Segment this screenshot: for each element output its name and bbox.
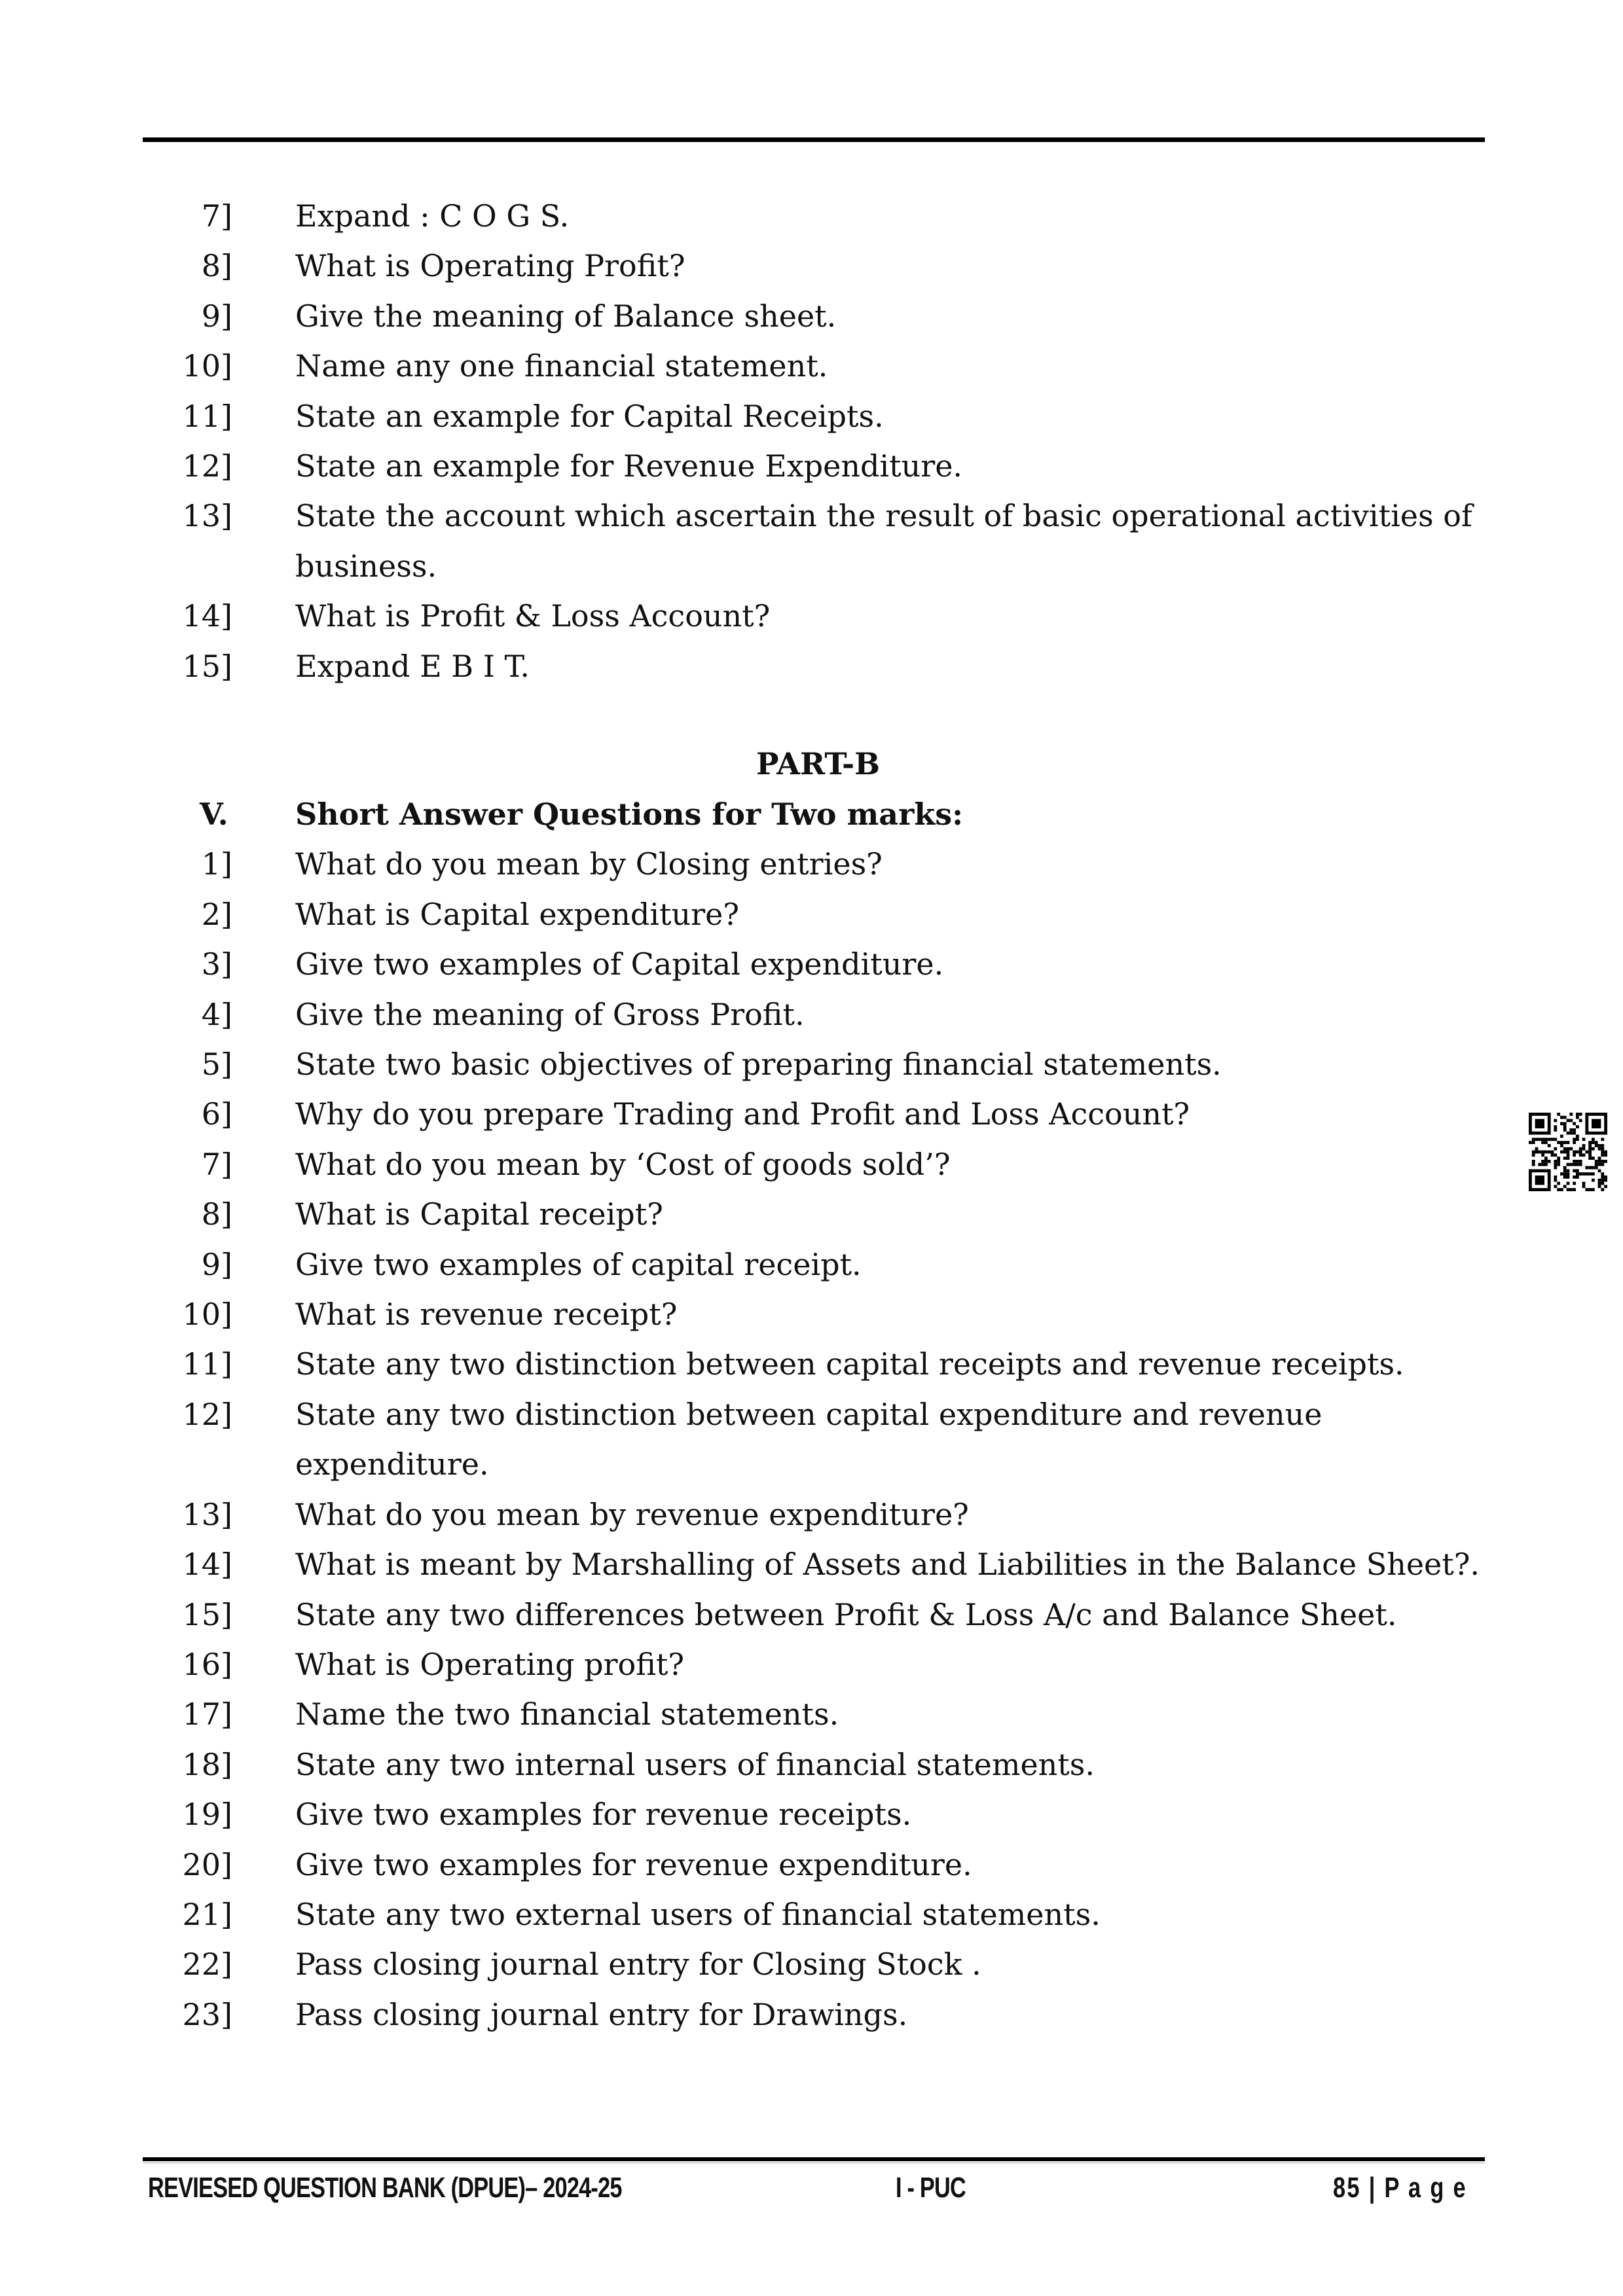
- question-text: What is Profit & Loss Account?: [295, 598, 771, 634]
- question-number: 6]: [201, 1096, 232, 1132]
- question-item: [151, 441, 1493, 491]
- question-number: 14]: [182, 1547, 232, 1583]
- part-a-question-list: [151, 191, 1493, 691]
- question-number: 7]: [201, 198, 232, 234]
- question-text: Why do you prepare Trading and Profit and Loss Account?: [295, 1096, 1190, 1132]
- question-number: 10]: [182, 1297, 232, 1333]
- question-number: 22]: [182, 1946, 232, 1982]
- qr-code-icon: [1529, 1113, 1607, 1191]
- question-number: 21]: [182, 1896, 232, 1932]
- question-item: [151, 1840, 1493, 1890]
- question-item: [151, 1990, 1493, 2039]
- question-text: Give the meaning of Gross Profit.: [295, 996, 805, 1032]
- question-item: [151, 291, 1493, 341]
- section-v: [151, 789, 1493, 2039]
- question-item: [151, 191, 1493, 241]
- question-item: [151, 591, 1493, 641]
- question-text: Give two examples for revenue expenditure.: [295, 1846, 972, 1882]
- question-text: Name the two financial statements.: [295, 1696, 839, 1732]
- question-number: 4]: [201, 996, 232, 1032]
- question-number: 5]: [201, 1047, 232, 1083]
- footer-title: REVIESED QUESTION BANK (DPUE)– 2024-25: [148, 2172, 622, 2204]
- question-number: 2]: [201, 896, 232, 932]
- question-number: 1]: [201, 846, 232, 882]
- question-text: State an example for Revenue Expenditure.: [295, 448, 963, 484]
- question-text: State any two external users of financial statements.: [295, 1896, 1101, 1932]
- question-text: Pass closing journal entry for Closing Stock .: [295, 1946, 981, 1982]
- question-number: 17]: [182, 1696, 232, 1732]
- question-item: [151, 1240, 1493, 1289]
- question-text: Give the meaning of Balance sheet.: [295, 298, 837, 334]
- section-title: Short Answer Questions for Two marks:: [295, 797, 964, 832]
- question-text: What do you mean by Closing entries?: [295, 846, 883, 882]
- question-item: [151, 1089, 1493, 1139]
- question-item: [151, 241, 1493, 291]
- question-item: [151, 1640, 1493, 1689]
- question-text: State any two internal users of financial statements.: [295, 1746, 1095, 1782]
- question-text: Name any one financial statement.: [295, 348, 828, 384]
- question-item: [151, 1390, 1493, 1490]
- question-item: [151, 1890, 1493, 1939]
- question-text: State any two differences between Profit & Loss A/c and Balance Sheet.: [295, 1596, 1397, 1632]
- question-text: State an example for Capital Receipts.: [295, 398, 884, 434]
- question-item: [151, 1789, 1493, 1839]
- question-text: What is Operating Profit?: [295, 248, 685, 284]
- question-number: 11]: [182, 1346, 232, 1382]
- question-item: [151, 341, 1493, 391]
- question-item: [151, 1189, 1493, 1239]
- question-number: 3]: [201, 946, 232, 982]
- part-b-question-list: [151, 839, 1493, 2039]
- section-heading: [151, 789, 1493, 839]
- question-number: 10]: [182, 348, 232, 384]
- part-b-heading: PART-B: [756, 746, 880, 781]
- question-item: [151, 1590, 1493, 1640]
- question-text: What is Capital expenditure?: [295, 896, 740, 932]
- question-number: 15]: [182, 1596, 232, 1632]
- question-item: [151, 839, 1493, 889]
- question-number: 8]: [201, 1196, 232, 1232]
- question-number: 13]: [182, 1496, 232, 1532]
- question-number: 19]: [182, 1797, 232, 1833]
- question-item: [151, 1539, 1493, 1589]
- question-item: [151, 1039, 1493, 1089]
- question-number: 12]: [182, 1396, 232, 1432]
- question-text: What is Operating profit?: [295, 1646, 685, 1682]
- question-item: [151, 391, 1493, 441]
- question-text: State any two distinction between capital expenditure and revenue expenditure.: [295, 1396, 1322, 1482]
- question-number: 23]: [182, 1996, 232, 2032]
- question-number: 8]: [201, 248, 232, 284]
- question-text: What do you mean by revenue expenditure?: [295, 1496, 969, 1532]
- question-text: Give two examples of Capital expenditure.: [295, 946, 944, 982]
- section-number: V.: [200, 797, 228, 832]
- question-text: Give two examples for revenue receipts.: [295, 1797, 912, 1833]
- question-item: [151, 1289, 1493, 1339]
- question-number: 9]: [201, 1246, 232, 1282]
- footer-class: I - PUC: [896, 2172, 966, 2204]
- question-item: [151, 939, 1493, 989]
- question-number: 18]: [182, 1746, 232, 1782]
- question-text: What do you mean by ‘Cost of goods sold’?: [295, 1146, 951, 1182]
- question-text: What is revenue receipt?: [295, 1297, 678, 1333]
- question-number: 9]: [201, 298, 232, 334]
- question-text: State the account which ascertain the result of basic operational activities of business.: [295, 498, 1472, 584]
- question-number: 15]: [182, 648, 232, 684]
- question-item: [151, 1740, 1493, 1789]
- question-text: Expand E B I T.: [295, 648, 530, 684]
- question-item: [151, 491, 1493, 591]
- question-item: [151, 1139, 1493, 1189]
- footer-rule: [143, 2157, 1485, 2161]
- question-text: What is meant by Marshalling of Assets and Liabilities in the Balance Sheet?.: [295, 1547, 1480, 1583]
- question-item: [151, 889, 1493, 939]
- question-item: [151, 1689, 1493, 1739]
- question-number: 12]: [182, 448, 232, 484]
- question-item: [151, 1939, 1493, 1989]
- footer-rule-shadow: [143, 2162, 1485, 2164]
- header-rule: [143, 137, 1485, 142]
- question-item: [151, 641, 1493, 691]
- question-number: 14]: [182, 598, 232, 634]
- question-item: [151, 1339, 1493, 1389]
- question-text: State two basic objectives of preparing financial statements.: [295, 1047, 1222, 1083]
- question-text: Expand : C O G S.: [295, 198, 570, 234]
- question-number: 13]: [182, 498, 232, 534]
- question-number: 16]: [182, 1646, 232, 1682]
- question-text: What is Capital receipt?: [295, 1196, 663, 1232]
- question-text: Pass closing journal entry for Drawings.: [295, 1996, 908, 2032]
- question-item: [151, 1490, 1493, 1539]
- question-number: 20]: [182, 1846, 232, 1882]
- footer-page-number: 85 | P a g e: [1333, 2172, 1467, 2204]
- question-item: [151, 990, 1493, 1039]
- question-text: State any two distinction between capital receipts and revenue receipts.: [295, 1346, 1404, 1382]
- question-number: 7]: [201, 1146, 232, 1182]
- question-text: Give two examples of capital receipt.: [295, 1246, 862, 1282]
- question-number: 11]: [182, 398, 232, 434]
